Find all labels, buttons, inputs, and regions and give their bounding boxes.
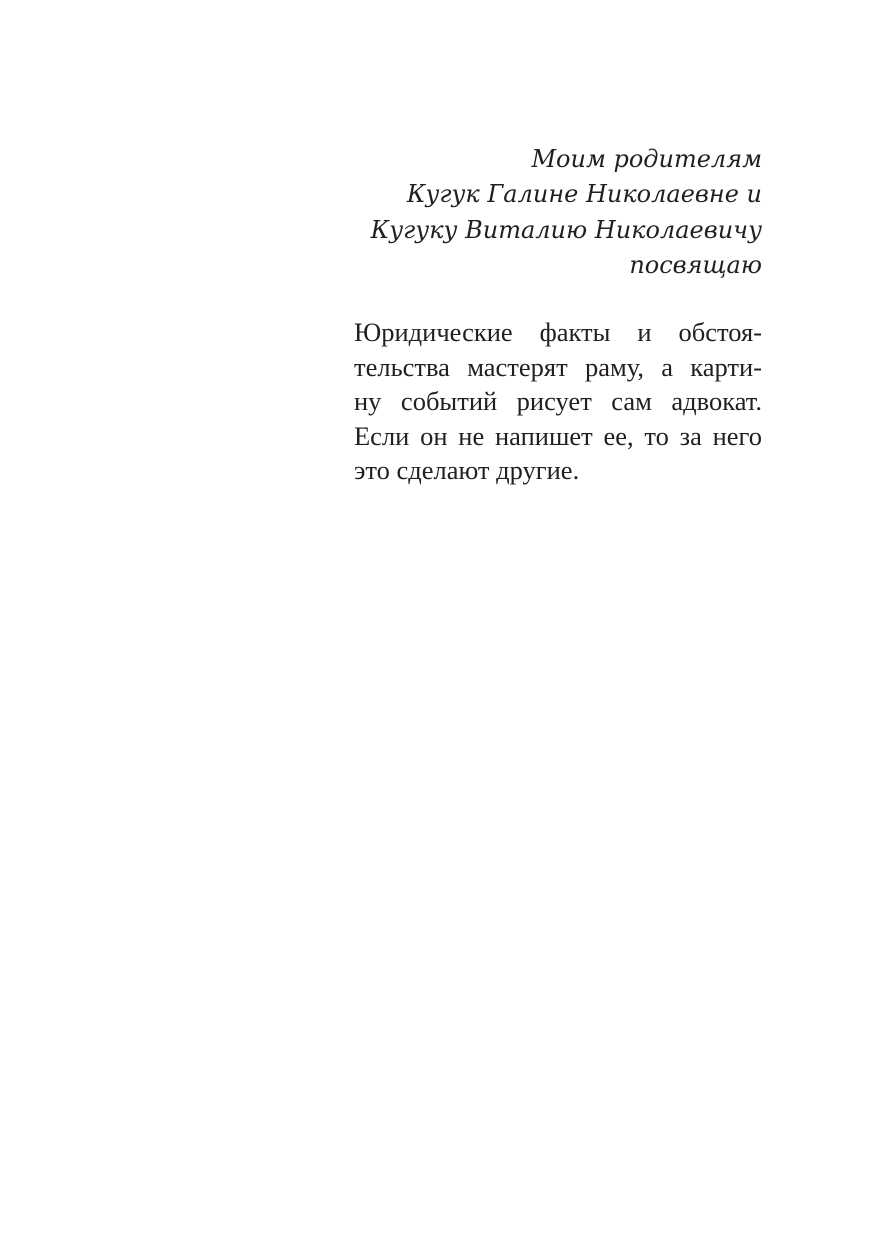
epigraph-line: это сделают другие. <box>354 455 580 486</box>
epigraph-line: Если он не напишет ее, то за него <box>354 420 762 451</box>
epigraph-line: Юридические факты и обстоя- <box>354 317 762 347</box>
dedication-line: Кугук Галине Николаевне и <box>406 180 762 209</box>
epigraph-line: ну событий рисует сам адвокат. <box>354 386 762 417</box>
epigraph <box>354 315 762 488</box>
dedication-line: посвящаю <box>629 250 762 279</box>
dedication-line: Кугуку Виталию Николаевичу <box>370 215 762 244</box>
dedication-line: Моим родителям <box>531 145 762 173</box>
dedication <box>330 142 762 283</box>
epigraph-line: тельства мастерят раму, а карти- <box>354 351 762 382</box>
